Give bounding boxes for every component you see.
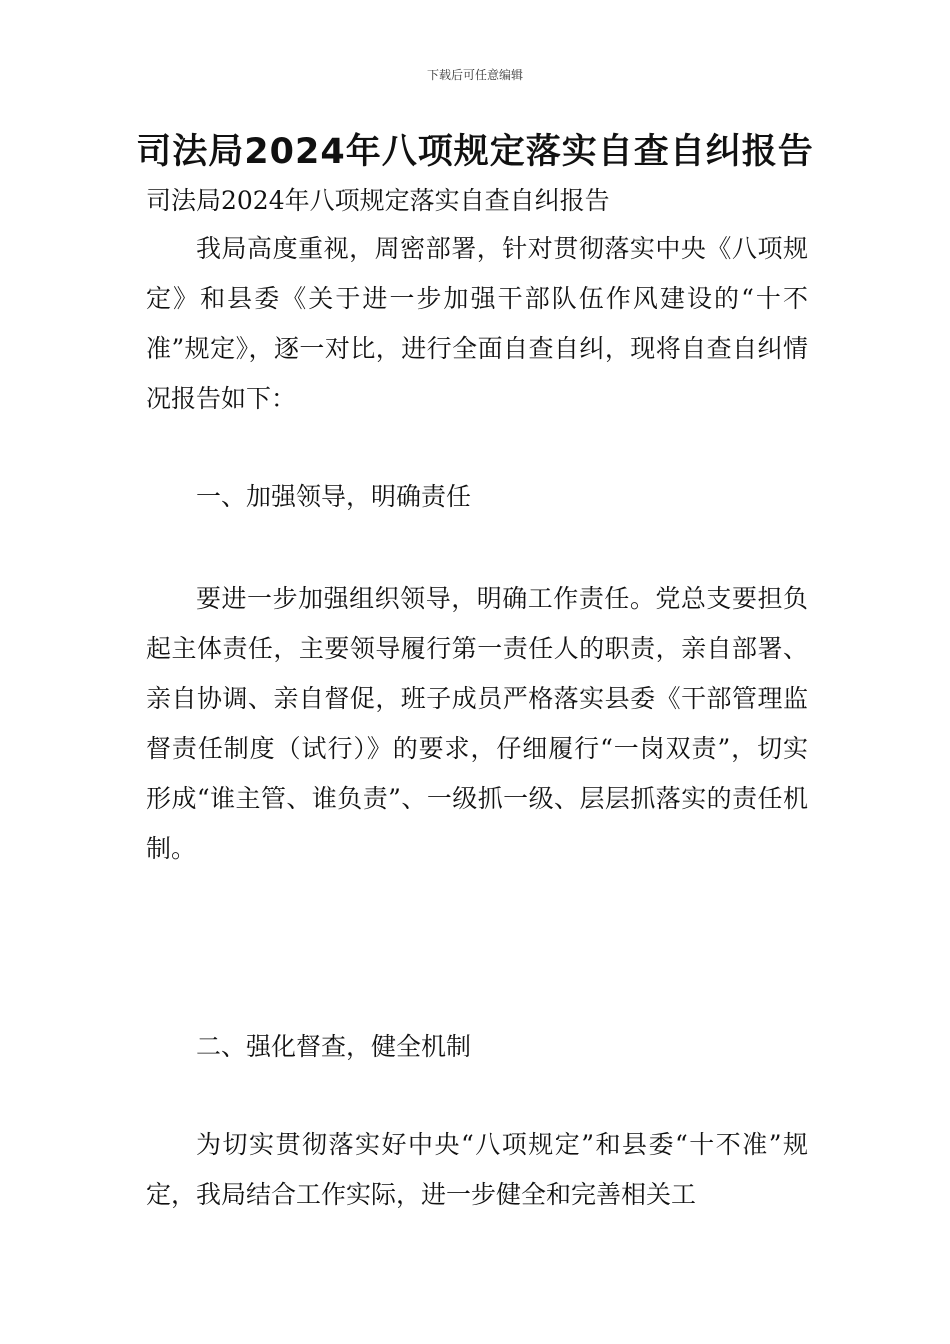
section-1-content (146, 574, 808, 874)
header-note: 下载后可任意编辑 (426, 68, 523, 82)
section-2-heading: 二、强化督查，健全机制 (196, 1032, 472, 1061)
section-1 (146, 472, 808, 522)
section-2-paragraph: 为切实贯彻落实好中央“八项规定”和县委“十不准”规定，我局结合工作实际，进一步健全和完善相关工 (146, 1130, 808, 1209)
document-subtitle: 司法局2024年八项规定落实自查自纠报告 (146, 186, 610, 215)
section-2-content (146, 1120, 808, 1220)
document-title: 司法局2024年八项规定落实自查自纠报告 (136, 132, 814, 172)
intro-section (146, 224, 808, 424)
intro-paragraph: 我局高度重视，周密部署，针对贯彻落实中央《八项规定》和县委《关于进一步加强干部队伍作风建设的“十不准”规定》，逐一对比，进行全面自查自纠，现将自查自纠情况报告如下： (146, 234, 808, 413)
section-1-paragraph: 要进一步加强组织领导，明确工作责任。党总支要担负起主体责任，主要领导履行第一责任人的职责，亲自部署、亲自协调、亲自督促，班子成员严格落实县委《干部管理监督责任制度（试行）》的要求，仔细履行“一岗双责”，切实形成“谁主管、谁负责”、一级抓一级、层层抓落实的责任机制。 (146, 584, 808, 863)
section-1-heading: 一、加强领导，明确责任 (196, 482, 472, 511)
section-2 (146, 1022, 808, 1072)
